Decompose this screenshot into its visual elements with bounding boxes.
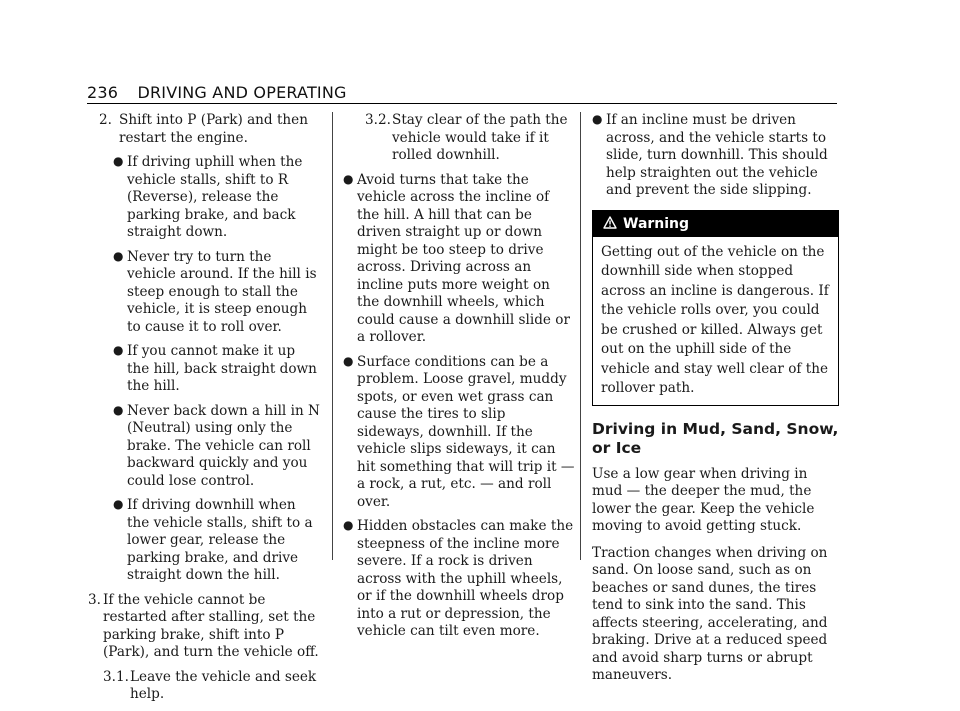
- step-text: If the vehicle cannot be restarted after stalling, set the parking brake, shift into P (Park), and turn the vehicle off.: [103, 591, 319, 660]
- list-item: ● If you cannot make it up the hill, back straight down the hill.: [113, 343, 317, 394]
- list-item: ● Never try to turn the vehicle around. If the hill is steep enough to stall the vehicle, it is steep enough to cause it to roll over.: [113, 248, 317, 335]
- list-item: ● If driving downhill when the vehicle stalls, shift to a lower gear, release the parking brake, and drive straight down the hill.: [113, 497, 313, 583]
- step-text: Leave the vehicle and seek help.: [130, 668, 317, 702]
- list-item: ● If an incline must be driven across, and the vehicle starts to slide, turn downhill. This should help straighten out the vehicle and prevent the side slipping.: [592, 112, 828, 198]
- bullet-icon: ●: [113, 497, 124, 511]
- bullet-icon: ●: [113, 248, 124, 263]
- step-number: 3.1.: [103, 668, 129, 685]
- section-heading: Driving in Mud, Sand, Snow, or Ice: [592, 419, 839, 457]
- warning-title: Warning: [623, 215, 690, 232]
- warning-header: [593, 211, 838, 237]
- list-item: ● Hidden obstacles can make the steepness of the incline more severe. If a rock is driven across with the uphill wheels, or if the downhill wheels drop into a rut or depression, the vehicle can tilt even more.: [343, 518, 574, 639]
- step-text: Stay clear of the path the vehicle would take if it rolled downhill.: [392, 112, 568, 163]
- step-3: [88, 592, 320, 662]
- list-item: ● Never back down a hill in N (Neutral) using only the brake. The vehicle can roll backward quickly and you could lose control.: [113, 402, 320, 489]
- bullet-icon: ●: [113, 402, 124, 417]
- column-1: [88, 112, 320, 711]
- column-3: [592, 112, 840, 694]
- column-divider-2: [580, 112, 581, 560]
- bullet-icon: ●: [343, 353, 354, 368]
- step-number: 3.: [88, 591, 101, 608]
- bullet-icon: ●: [113, 154, 124, 168]
- list-item: ● Surface conditions can be a problem. Loose gravel, muddy spots, or even wet grass can cause the tires to slip sideways, downhill. If the vehicle slips sideways, it can hit something that will trip it — a rock, a rut, etc. — and roll over.: [343, 353, 575, 510]
- column-divider-1: [332, 112, 333, 560]
- step-2: [88, 112, 320, 147]
- step-3-1: [88, 669, 320, 704]
- warning-body: Getting out of the vehicle on the downhill side when stopped across an incline is dangerous. If the vehicle rolls over, you could be crushed or killed. Always get out on the uphill side of the vehicle and stay well clear of the rollover path.: [601, 243, 829, 396]
- step-number: 3.2.: [365, 112, 391, 128]
- step-2-bullets: [88, 154, 320, 585]
- section-title: DRIVING AND OPERATING: [137, 83, 347, 102]
- paragraph: Traction changes when driving on sand. On loose sand, such as on beaches or sand dunes, the tires tend to sink into the sand. This affects steering, accelerating, and braking. Drive at a reduced speed and avoid sharp turns or abrupt maneuvers.: [592, 544, 828, 683]
- page-number: 236: [87, 83, 119, 102]
- bullet-icon: ●: [343, 171, 354, 186]
- column-2: [343, 112, 575, 648]
- step-text: Shift into P (Park) and then restart the engine.: [119, 112, 308, 146]
- bullet-icon: ●: [113, 343, 124, 357]
- step-3-2: [343, 112, 575, 165]
- warning-triangle-icon: [601, 211, 619, 237]
- header-rule: [87, 103, 837, 104]
- bullet-icon: ●: [592, 112, 603, 126]
- paragraph: Use a low gear when driving in mud — the deeper the mud, the lower the gear. Keep the vehicle moving to avoid getting stuck.: [592, 465, 815, 534]
- warning-box: [592, 210, 839, 406]
- list-item: ● If driving uphill when the vehicle stalls, shift to R (Reverse), release the parking brake, and back straight down.: [113, 154, 303, 240]
- bullet-icon: ●: [343, 518, 354, 532]
- step-number: 2.: [99, 112, 112, 128]
- list-item: ● Avoid turns that take the vehicle across the incline of the hill. A hill that can be driven straight up or down might be too steep to drive across. Driving across an incline puts more weight on the downhill wheels, which could cause a downhill slide or a rollover.: [343, 171, 570, 345]
- page-header: [87, 83, 837, 102]
